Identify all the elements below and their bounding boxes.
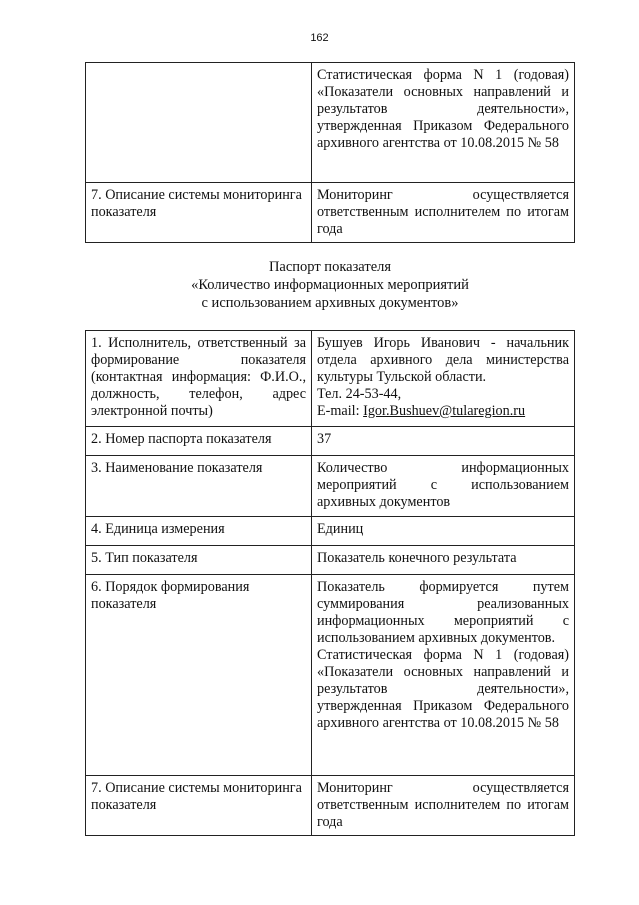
email-prefix: E-mail: (317, 403, 364, 419)
executor-email-line (317, 403, 569, 420)
table-row (86, 456, 575, 517)
table-cell-label: 7. Описание системы мониторинга показателя (86, 776, 312, 836)
table-cell-label: 1. Исполнитель, ответственный за формирование показателя (контактная информация: Ф.И.О., должность, телефон, адрес электронной почты) (86, 331, 312, 427)
table-cell-value: Единиц (312, 517, 575, 546)
table-row (86, 517, 575, 546)
table-cell-label: 2. Номер паспорта показателя (86, 427, 312, 456)
table-cell-label (86, 63, 312, 183)
indicator-table-continued (85, 62, 575, 243)
formation-method: Показатель формируется путем суммирования реализованных информационных мероприятий с использованием архивных документов. (317, 579, 569, 646)
table-cell-label: 5. Тип показателя (86, 546, 312, 575)
page-number: 162 (310, 32, 329, 44)
table-cell-value: Мониторинг осуществляется ответственным исполнителем по итогам года (312, 183, 575, 243)
statistical-form: Статистическая форма N 1 (годовая) «Показатели основных направлений и результатов деятельности», утвержденная Приказом Федерального архивного агентства от 10.08.2015 № 58 (317, 647, 569, 731)
table-row (86, 427, 575, 456)
table-cell-value: 37 (312, 427, 575, 456)
table-cell-label: 7. Описание системы мониторинга показателя (86, 183, 312, 243)
passport-table (85, 330, 575, 836)
table-row (86, 575, 575, 776)
passport-title-line: «Количество информационных мероприятий (191, 277, 469, 293)
executor-name: Бушуев Игорь Иванович - начальник отдела архивного дела министерства культуры Тульской области. (317, 335, 569, 385)
passport-title-line: с использованием архивных документов» (201, 295, 459, 311)
passport-title-line: Паспорт показателя (268, 259, 392, 275)
table-cell-label: 4. Единица измерения (86, 517, 312, 546)
table-cell-value: Показатель конечного результата (312, 546, 575, 575)
table-cell-value (312, 575, 575, 776)
table-cell-value: Количество информационных мероприятий с использованием архивных документов (312, 456, 575, 517)
table-cell-value: Мониторинг осуществляется ответственным исполнителем по итогам года (312, 776, 575, 836)
passport-title (85, 258, 575, 312)
table-row (86, 546, 575, 575)
executor-phone: Тел. 24-53-44, (317, 386, 402, 402)
table-row (86, 63, 575, 183)
table-cell-label: 6. Порядок формирования показателя (86, 575, 312, 776)
table-row (86, 776, 575, 836)
table-cell-label: 3. Наименование показателя (86, 456, 312, 517)
table-row (86, 331, 575, 427)
email-link[interactable]: Igor.Bushuev@tularegion.ru (363, 403, 526, 419)
table-row (86, 183, 575, 243)
table-cell-value: Статистическая форма N 1 (годовая) «Показатели основных направлений и результатов деятельности», утвержденная Приказом Федерального архивного агентства от 10.08.2015 № 58 (312, 63, 575, 183)
table-cell-value (312, 331, 575, 427)
